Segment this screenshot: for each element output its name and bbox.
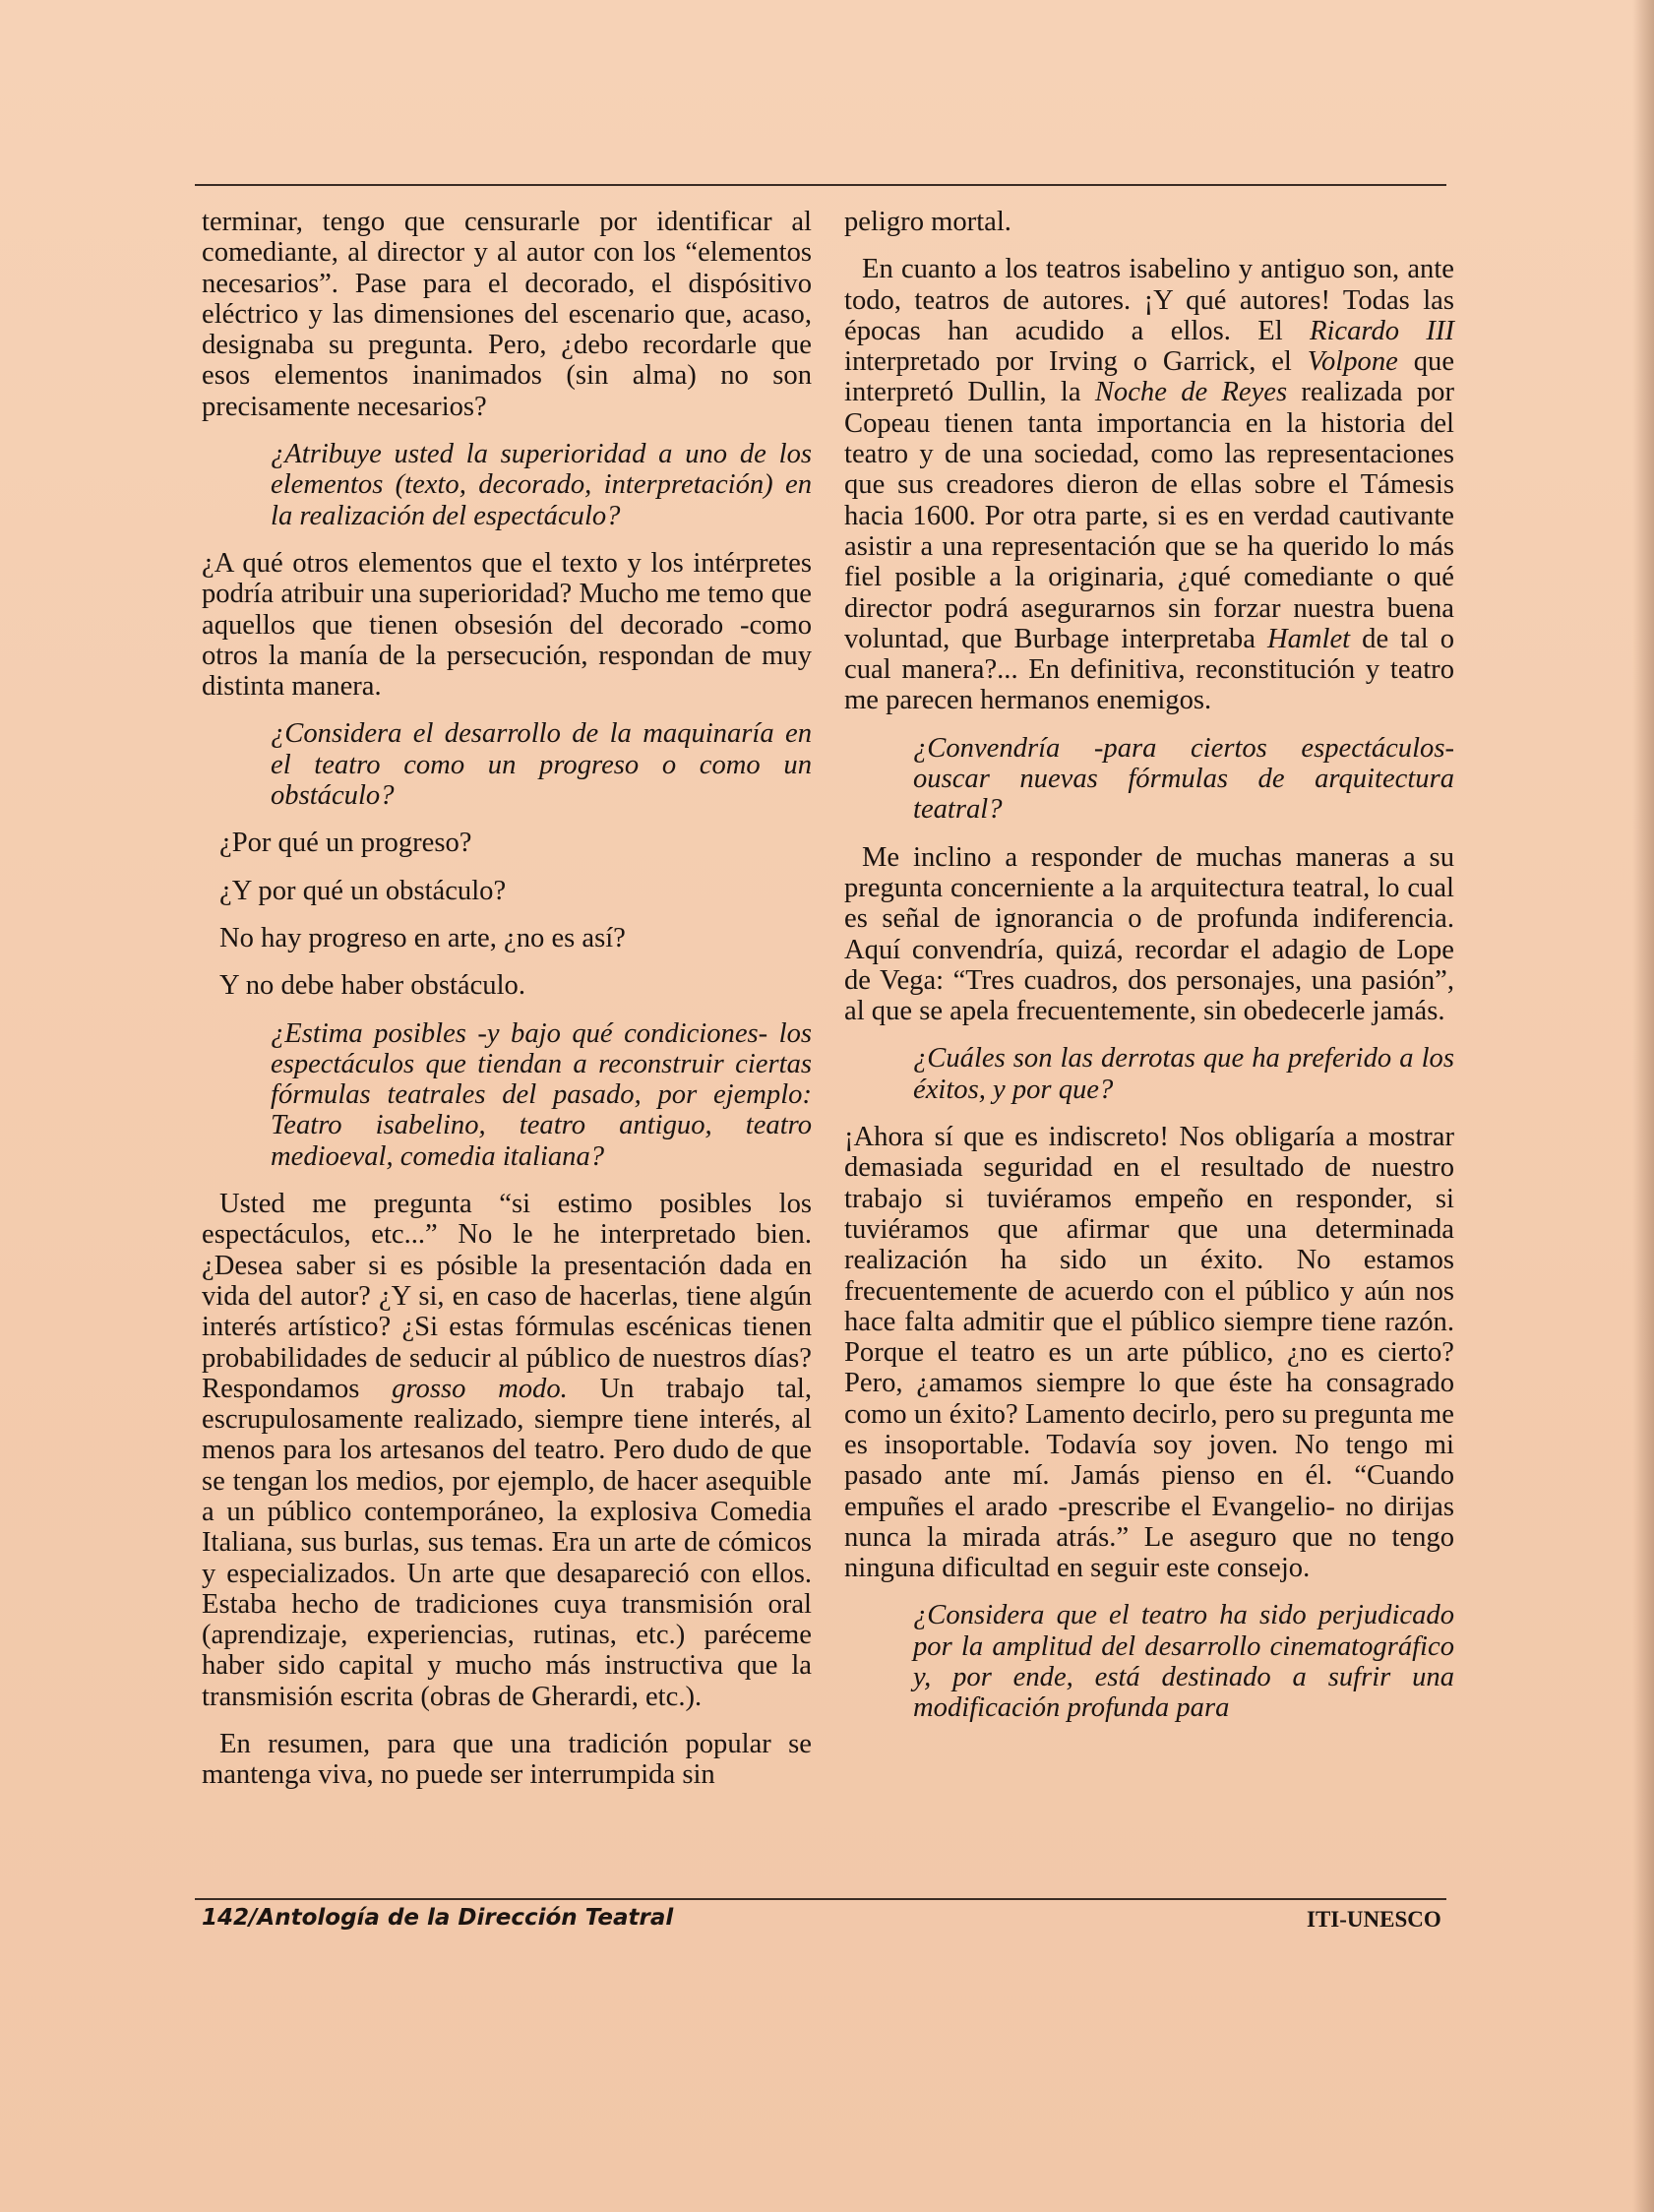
interview-question: ¿Considera el desarrollo de la maquinaría en el teatro como un progreso o como un obstáculo?: [271, 718, 812, 812]
paragraph: peligro mortal.: [844, 207, 1011, 237]
footer-page-title: 142/Antología de la Dirección Teatral: [202, 1905, 674, 1931]
interview-question: ¿Cuáles son las derrotas que ha preferido a los éxitos, y por que?: [913, 1043, 1454, 1105]
right-column: [844, 207, 1454, 1741]
text-run: Un trabajo tal, escrupulosamente realizado, siempre tiene interés, al menos para los artesanos del teatro. Pero dudo de que se tengan los medios, por ejemplo, de hacer asequible a un público contemporáneo, la explosiva Comedia Italiana, sus burlas, sus temas. Era un arte de cómicos y especializados. Un arte que desapareció con ellos. Estaba hecho de tradiciones cuya transmisión oral (aprendizaje, experiencias, rutinas, etc.) paréceme haber sido capital y mucho más instructiva que la transmisión escrita (obras de Gherardi, etc.).: [202, 1373, 812, 1712]
interview-question: ¿Considera que el teatro ha sido perjudicado por la amplitud del desarrollo cinematográfico y, por ende, está destinado a sufrir una modificación profunda para: [913, 1600, 1454, 1724]
italic-text: Hamlet: [1266, 623, 1351, 654]
paragraph: Me inclino a responder de muchas maneras a su pregunta concerniente a la arquitectura teatral, lo cual es señal de ignorancia o de profunda indiferencia. Aquí convendría, quizá, recordar el adagio de Lope de Vega: “Tres cuadros, dos personajes, una pasión”, al que se apela frecuentemente, sin obedecerle jamás.: [844, 841, 1454, 1027]
text-run: interpretado por Irving o Garrick, el: [844, 346, 1292, 378]
text-run: que interpretó Dullin, la: [844, 346, 1455, 408]
interview-question: ¿Estima posibles -y bajo qué condiciones- los espectáculos que tiendan a reconstruir ciertas fórmulas teatrales del pasado, por ejemplo: Teatro isabelino, teatro antiguo, teatro medioeval, comedia italiana?: [271, 1017, 812, 1172]
paragraph: ¿A qué otros elementos que el texto y los intérpretes podría atribuir una superioridad? Mucho me temo que aquellos que tienen obsesión del decorado -como otros la manía de la persecución, respondan de muy distinta manera.: [202, 547, 812, 703]
italic-text: Ricardo III: [1310, 315, 1454, 346]
text-run: realizada por Copeau tienen tanta importancia en la historia del teatro y de una sociedad, como las representaciones que sus creadores dieron de ellas sobre el Támesis hacia 1600. Por otra parte, si es en verdad cautivante asistir a una representación que se ha querido lo más fiel posible a la originaria, ¿qué comediante o qué director podrá asegurarnos sin forzar nuestra buena voluntad, que Burbage interpretaba: [844, 377, 1454, 654]
paragraph: En resumen, para que una tradición popular se mantenga viva, no puede ser interrumpida sin: [202, 1729, 812, 1791]
paragraph: Y no debe haber obstáculo.: [219, 970, 525, 1002]
footer-rule: [195, 1898, 1446, 1900]
paragraph: ¿Por qué un progreso?: [219, 828, 472, 859]
paragraph: ¿Y por qué un obstáculo?: [219, 875, 507, 906]
header-rule: [195, 184, 1446, 186]
footer-publisher: ITI-UNESCO: [1307, 1907, 1441, 1932]
paragraph: terminar, tengo que censurarle por identificar al comediante, al director y al autor con los “elementos necesarios”. Pase para el decorado, el dispósitivo eléctrico y las dimensiones del escenario que, acaso, designaba su pregunta. Pero, ¿debo recordarle que esos elementos inanimados (sin alma) no son precisamente necesarios?: [202, 207, 812, 422]
text-run: de tal o cual manera?... En definitiva, reconstitución y teatro me parecen hermanos enemigos.: [844, 623, 1455, 716]
italic-text: grosso modo.: [392, 1373, 568, 1404]
interview-question: ¿Atribuye usted la superioridad a uno de los elementos (texto, decorado, interpretación) en la realización del espectáculo?: [271, 439, 812, 531]
italic-text: Volpone: [1307, 346, 1398, 378]
text-run: Usted me pregunta “si estimo posibles los espectáculos, etc...” No le he interpretado bien. ¿Desea saber si es pósible la presentación dada en vida del autor? ¿Y si, en caso de hacerlas, tiene algún interés artístico? ¿Si estas fórmulas escénicas tienen probabilidades de seducir al público de nuestros días? Respondamos: [202, 1189, 812, 1404]
page-edge-shadow: [1632, 0, 1654, 2212]
paragraph: ¡Ahora sí que es indiscreto! Nos obligaría a mostrar demasiada seguridad en el resultado de nuestro trabajo si tuviéramos empeño en responder, si tuviéramos que afirmar que una determinada realización ha sido un éxito. No estamos frecuentemente de acuerdo con el público y aún nos hace falta admitir que el público siempre tiene razón. Porque el teatro es un arte público, ¿no es cierto? Pero, ¿amamos siempre lo que éste ha consagrado como un éxito? Lamento decirlo, pero su pregunta me es insoportable. Todavía soy joven. No tengo mi pasado ante mí. Jamás pienso en él. “Cuando empuñes el arado -prescribe el Evangelio- no dirijas nunca la mirada atrás.” Le aseguro que no tengo ninguna dificultad en seguir este consejo.: [844, 1122, 1454, 1584]
interview-question: ¿Convendría -para ciertos espectáculos- ouscar nuevas fórmulas de arquitectura teatral?: [913, 732, 1454, 826]
paragraph: [844, 254, 1454, 715]
paragraph: No hay progreso en arte, ¿no es así?: [219, 922, 626, 953]
italic-text: Noche de Reyes: [1094, 377, 1288, 408]
left-column: [202, 207, 812, 1808]
text-run: En cuanto a los teatros isabelino y antiguo son, ante todo, teatros de autores. ¡Y qué autores! Todas las épocas han acudido a ellos. El: [844, 254, 1454, 346]
paragraph: [202, 1189, 812, 1712]
